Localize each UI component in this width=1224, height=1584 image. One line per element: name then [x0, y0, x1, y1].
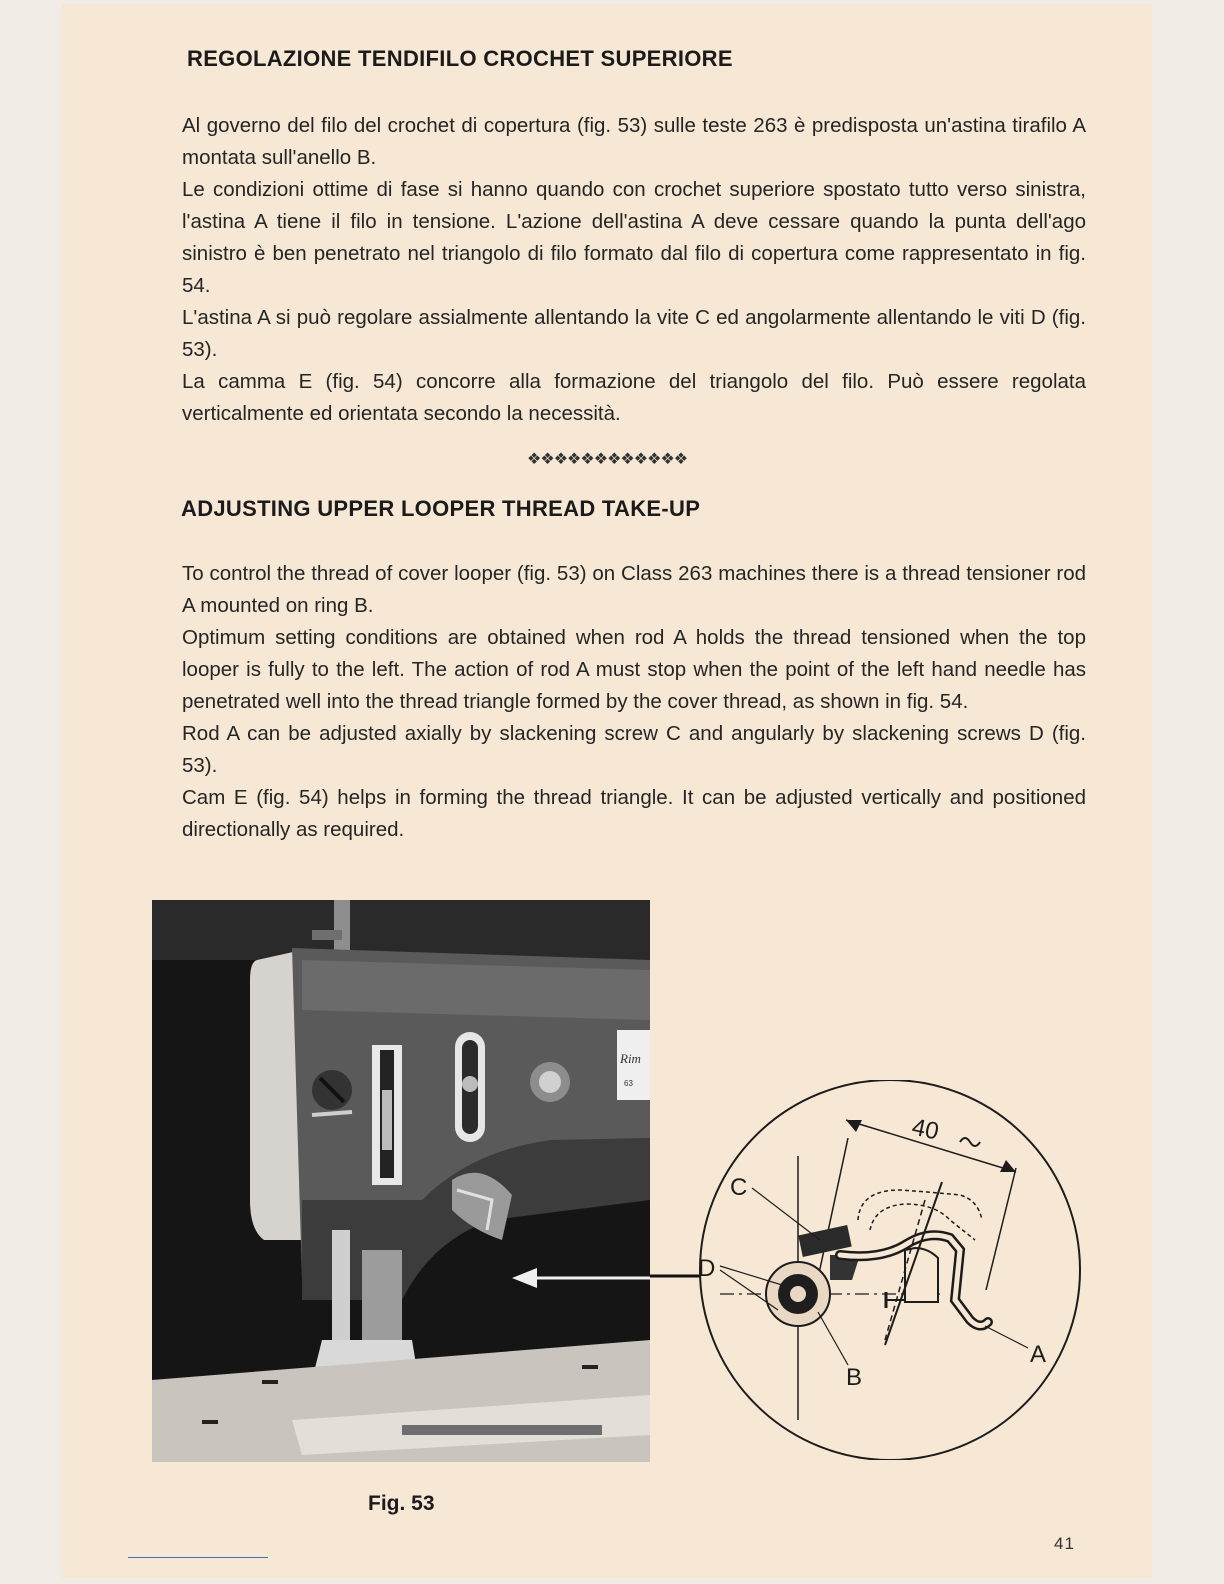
english-body — [182, 558, 1086, 846]
machine-badge-number: 63 — [624, 1079, 633, 1088]
italian-body — [182, 110, 1086, 430]
looper-detail-diagram — [690, 1080, 1090, 1460]
section-divider: ❖❖❖❖❖❖❖❖❖❖❖❖ — [527, 451, 688, 468]
dimension-value: 40 — [909, 1113, 942, 1146]
label-b: B — [846, 1364, 863, 1391]
label-c: C — [730, 1174, 748, 1201]
machine-badge-name: Rim — [620, 1051, 641, 1066]
machine-photo — [152, 900, 650, 1462]
italian-title: REGOLAZIONE TENDIFILO CROCHET SUPERIORE — [187, 46, 733, 71]
italian-paragraph-3: L'astina A si può regolare assialmente allentando la vite C ed angolarmente allentando le viti D (fig. 53). — [182, 306, 1086, 361]
machine-illustration — [152, 900, 650, 1462]
figure-caption: Fig. 53 — [368, 1492, 435, 1515]
english-paragraph-1: To control the thread of cover looper (fig. 53) on Class 263 machines there is a thread tensioner rod A mounted on ring B. — [182, 562, 1086, 617]
label-d: D — [698, 1255, 716, 1282]
footer-link-line — [128, 1557, 268, 1558]
english-paragraph-2: Optimum setting conditions are obtained when rod A holds the thread tensioned when the top looper is fully to the left. The action of rod A must stop when the point of the left hand needle has penetrated well into the thread triangle formed by the cover thread, as shown in fig. 54. — [182, 626, 1086, 713]
italian-paragraph-1: Al governo del filo del crochet di copertura (fig. 53) sulle teste 263 è predisposta un'astina tirafilo A montata sull'anello B. — [182, 114, 1086, 169]
english-paragraph-4: Cam E (fig. 54) helps in forming the thread triangle. It can be adjusted vertically and positioned directionally as required. — [182, 786, 1086, 841]
label-a: A — [1030, 1341, 1047, 1368]
approx-symbol — [960, 1138, 980, 1146]
italian-paragraph-2: Le condizioni ottime di fase si hanno quando con crochet superiore spostato tutto verso sinistra, l'astina A tiene il filo in tensione. L'azione dell'astina A deve cessare quando la punta dell'ago sinistro è ben penetrato nel triangolo di filo formato dal filo di copertura come rappresentato in fig. 54. — [182, 178, 1086, 297]
italian-paragraph-4: La camma E (fig. 54) concorre alla formazione del triangolo del filo. Può essere regolata verticalmente ed orientata secondo la necessità. — [182, 370, 1086, 425]
english-paragraph-3: Rod A can be adjusted axially by slackening screw C and angularly by slackening screws D (fig. 53). — [182, 722, 1086, 777]
page-number: 41 — [1054, 1534, 1075, 1553]
english-title: ADJUSTING UPPER LOOPER THREAD TAKE-UP — [181, 496, 701, 521]
